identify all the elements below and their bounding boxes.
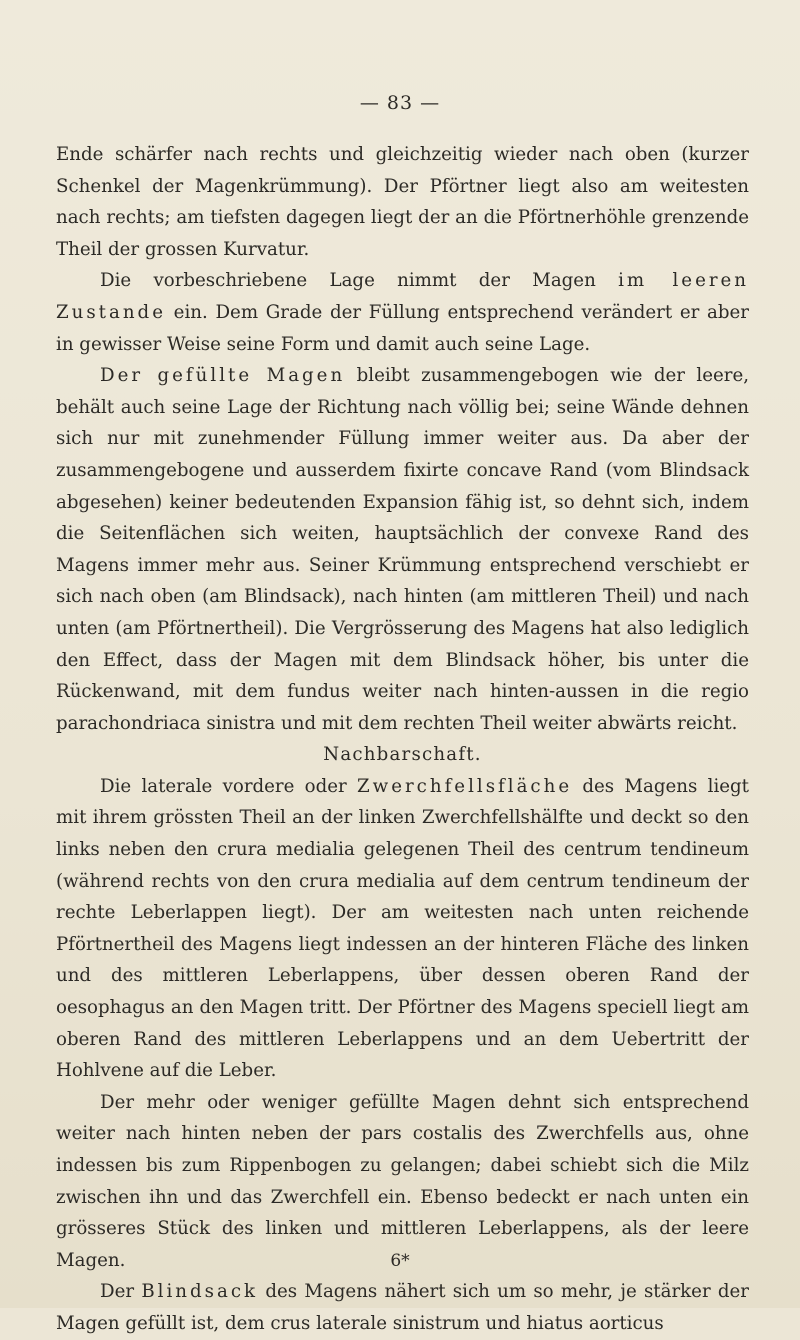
paragraph-3-emphasis: Der gefüllte Magen xyxy=(100,365,346,387)
paragraph-2-text-a: Die vorbeschriebene Lage nimmt der Magen xyxy=(100,270,619,292)
paragraph-6-text-a: Der xyxy=(100,1281,142,1303)
paragraph-2-emphasis: im leeren Zustande xyxy=(56,270,749,323)
paragraph-3-text: bleibt zusammengebogen wie der leere, behält auch seine Lage der Richtung nach völlig bei; seine Wände dehnen sich nur mit zunehmender Füllung immer weiter aus. Da aber der zusammengebogene und ausserdem fixirte concave Rand (vom Blindsack abgesehen) keiner bedeutenden Expansion fähig ist, so dehnt sich, indem die Seitenflächen sich weiten, hauptsächlich der convexe Rand des Magens immer mehr aus. Seiner Krümmung entsprechend verschiebt er sich nach oben (am Blindsack), nach hinten (am mittleren Theil) und nach unten (am Pförtnertheil). Die Vergrösserung des Magens hat also lediglich den Effect, dass der Magen mit dem Blindsack höher, bis unter die Rückenwand, mit dem fundus weiter nach hinten-aussen in die regio parachondriaca sinistra und mit dem rechten Theil weiter abwärts reicht. xyxy=(56,365,749,734)
paragraph-1: Ende schärfer nach rechts und gleichzeitig wieder nach oben (kurzer Schenkel der Magenkrümmung). Der Pförtner liegt also am weitesten nach rechts; am tiefsten dagegen liegt der an die Pförtnerhöhle grenzende Theil der grossen Kurvatur. xyxy=(56,144,749,260)
paragraph-3 xyxy=(56,360,749,739)
paragraph-4 xyxy=(56,771,749,1087)
signature-mark: 6* xyxy=(390,1251,410,1271)
paragraph-2 xyxy=(56,265,749,360)
paragraph-6-emphasis: Blindsack xyxy=(141,1281,259,1303)
paragraph-5: Der mehr oder weniger gefüllte Magen dehnt sich entsprechend weiter nach hinten neben der pars costalis des Zwerchfells aus, ohne indessen bis zum Rippenbogen zu gelangen; dabei schiebt sich die Milz zwischen ihn und das Zwerchfell ein. Ebenso bedeckt er nach unten ein grösseres Stück des linken und mittleren Leberlappens, als der leere Magen. xyxy=(56,1091,749,1271)
paragraph-6-text-b: des Magens nähert sich um so mehr, je stärker der Magen gefüllt ist, dem crus laterale sinistrum und hiatus aorticus xyxy=(56,1281,749,1334)
page-number: — 83 — xyxy=(359,92,441,114)
section-heading: Nachbarschaft. xyxy=(323,744,482,766)
paragraph-4-emphasis: Zwerchfellsfläche xyxy=(357,775,573,797)
paragraph-4-text-b: des Magens liegt mit ihrem grössten Theil an der linken Zwerchfellshälfte und deckt so den links neben den crura medialia gelegenen Theil des centrum tendineum (während rechts von den crura medialia auf dem centrum tendineum der rechte Leberlappen liegt). Der am weitesten nach unten reichende Pförtnertheil des Magens liegt indessen an der hinteren Fläche des linken und des mittleren Leberlappens, über dessen oberen Rand der oesophagus an den Magen tritt. Der Pförtner des Magens speciell liegt am oberen Rand des mittleren Leberlappens und an dem Uebertritt der Hohlvene auf die Leber. xyxy=(56,775,749,1082)
paragraph-2-text-b: ein. Dem Grade der Füllung entsprechend verändert er aber in gewisser Weise seine Form und damit auch seine Lage. xyxy=(56,301,749,355)
paragraph-4-text-a: Die laterale vordere oder xyxy=(100,775,358,797)
body-text xyxy=(56,139,749,1340)
